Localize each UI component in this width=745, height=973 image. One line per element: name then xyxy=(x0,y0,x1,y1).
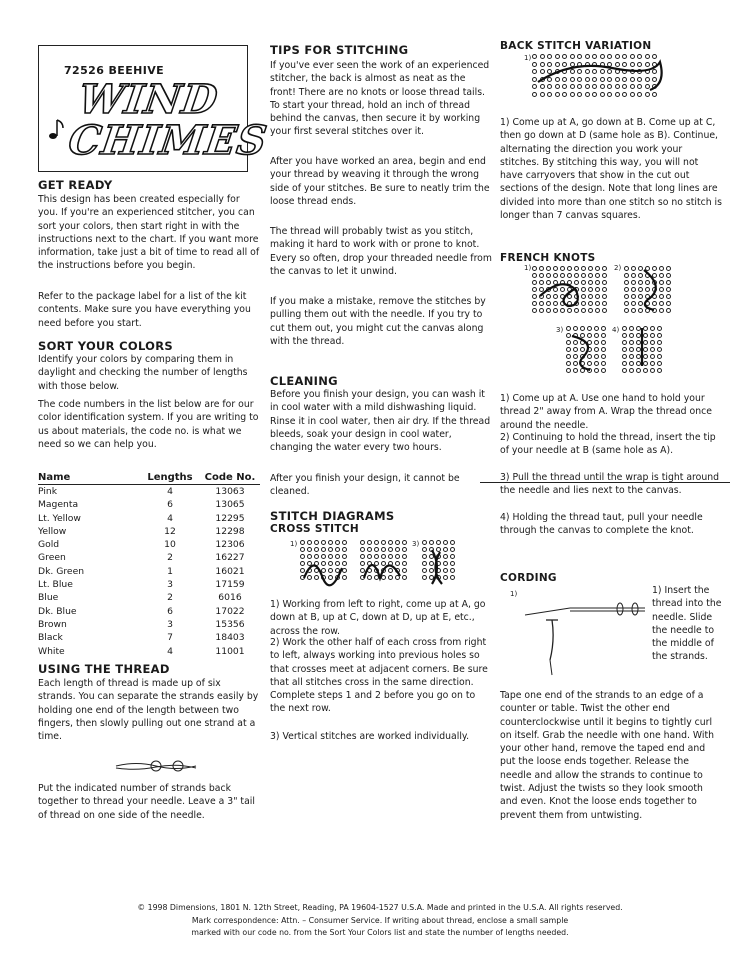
tips-p3: The thread will probably twist as you stitch, making it hard to work with or prone to knot. Every so often, drop your threaded needle from the canvas to let it unwind. xyxy=(270,226,492,277)
cleaning-p1: Before you finish your design, you can wash it in cool water with a mild dishwashing liquid. Rinse it in cool water, then air dry. If the thread bleeds, soak your design in cool water, changing the water every two hours. xyxy=(270,389,491,454)
color-code: 12295 xyxy=(215,512,245,524)
cording-p1a: 1) Insert the thread into the needle. Slide the needle to the middle of the strands. xyxy=(652,585,722,663)
sort-colors-p1: Identify your colors by comparing them in daylight and checking the number of lengths with those below. xyxy=(38,354,248,392)
color-code: 16227 xyxy=(215,552,245,564)
tips-p1: If you've ever seen the work of an experienced stitcher, the back is almost as neat as the front! There are no knots or loose thread tails. To start your thread, hold an inch of thread behind the canvas, then secure it by working your first several stitches over it. xyxy=(270,60,490,138)
footer-line2: Mark correspondence: Attn. – Consumer Service. If writing about thread, enclose a small sample xyxy=(191,915,569,925)
french-knot-label-4: 4) xyxy=(612,326,620,334)
color-lengths: 4 xyxy=(167,486,173,497)
using-thread-heading: USING THE THREAD xyxy=(38,662,170,676)
color-name: Green xyxy=(38,552,66,564)
sort-colors-heading: SORT YOUR COLORS xyxy=(38,339,173,353)
color-lengths: 2 xyxy=(167,592,173,604)
color-code: 6016 xyxy=(218,592,242,604)
color-code: 13065 xyxy=(215,499,245,511)
cross-stitch-p1: 1) Working from left to right, come up at A, go down at B, up at C, down at D, up at E, etc., across the row. xyxy=(270,599,486,637)
footer-line3: marked with our code no. from the Sort Your Colors list and state the number of lengths needed. xyxy=(191,928,569,937)
color-name: Black xyxy=(38,632,63,644)
table-row xyxy=(38,525,260,538)
cross-stitch-label-3: 3) xyxy=(412,540,420,548)
color-table-header xyxy=(38,470,260,485)
table-row xyxy=(38,578,260,591)
color-name: Magenta xyxy=(38,499,79,511)
cleaning-p2: After you finish your design, it cannot be cleaned. xyxy=(270,473,460,498)
color-table xyxy=(38,470,260,658)
color-name: Yellow xyxy=(38,525,67,537)
color-lengths: 3 xyxy=(167,618,173,630)
color-name: Gold xyxy=(38,539,60,551)
color-name: Pink xyxy=(38,486,58,497)
logo-title-line2: CHIMES xyxy=(65,117,271,164)
color-code: 18403 xyxy=(215,632,245,644)
using-thread-p2: Put the indicated number of strands back together to thread your needle. Leave a 3" tail of thread on one side of the needle. xyxy=(38,783,255,821)
french-knot-thread-2 xyxy=(624,266,674,316)
cording-figure-label: 1) xyxy=(510,590,518,598)
thread-strands-illustration xyxy=(116,755,196,777)
color-code: 17022 xyxy=(215,605,245,617)
logo-box xyxy=(38,45,271,172)
color-lengths: 4 xyxy=(167,512,173,524)
cleaning-heading: CLEANING xyxy=(270,374,338,388)
table-row xyxy=(38,618,260,631)
table-row xyxy=(38,631,260,644)
cording-illustration xyxy=(510,590,650,680)
color-name: White xyxy=(38,645,65,657)
back-stitch-diagram xyxy=(524,54,672,106)
back-stitch-label: 1) xyxy=(524,54,532,62)
cross-stitch-p3: 3) Vertical stitches are worked individually. xyxy=(270,731,470,742)
col-code: Code No. xyxy=(200,470,260,485)
color-name: Lt. Yellow xyxy=(38,512,81,524)
color-lengths: 4 xyxy=(167,645,173,657)
table-row xyxy=(38,605,260,618)
color-code: 17159 xyxy=(215,579,245,591)
cross-stitch-subheading: CROSS STITCH xyxy=(270,523,359,535)
french-knots-p2: 2) Continuing to hold the thread, insert the tip of your needle at B (same hole as A). xyxy=(500,432,716,457)
cording-p1b: Tape one end of the strands to an edge of a counter or table. Twist the other end counterclockwise until it begins to tightly curl on itself. Grab the needle with one hand. With your other hand, remove the taped end and put the loose ends together. Release the needle and allow the strands to continue to twist. Adjust the twists so they look smooth and even. Knot the loose ends together to prevent them from untwisting. xyxy=(500,690,715,821)
back-stitch-heading: BACK STITCH VARIATION xyxy=(500,40,652,52)
tips-heading: TIPS FOR STITCHING xyxy=(270,43,409,57)
tips-p2: After you have worked an area, begin and end your thread by weaving it through the wrong side of your stitches. Be sure to neatly trim the loose thread ends. xyxy=(270,156,490,207)
stitch-diagrams-heading: STITCH DIAGRAMS xyxy=(270,509,395,523)
color-code: 11001 xyxy=(215,645,245,657)
french-knot-label-3: 3) xyxy=(556,326,564,334)
tips-p4: If you make a mistake, remove the stitches by pulling them out with the needle. If you try to cut them out, you might cut the canvas along with the thread. xyxy=(270,296,486,347)
sort-colors-p2: The code numbers in the list below are for our color identification system. If you are writing to us about materials, the code no. is what we need so we can help you. xyxy=(38,399,259,450)
french-knot-label-1: 1) xyxy=(524,264,532,272)
french-knot-thread-4 xyxy=(622,326,666,376)
table-row xyxy=(38,512,260,525)
back-stitch-p1: 1) Come up at A, go down at B. Come up at C, then go down at D (same hole as B). Continue, alternating the direction you work your stitches. By stitching this way, you will not have carryovers that show in the cut out sections of the design. Note that long lines are divided into more than one stitch so no stitch is longer than 7 canvas squares. xyxy=(500,117,722,222)
color-lengths: 12 xyxy=(164,525,176,537)
cross-stitch-p2: 2) Work the other half of each cross from right to left, always working into previous holes so that crosses meet at adjacent corners. Be sure that all stitches cross in the same direction. Complete steps 1 and 2 before you go on to the next row. xyxy=(270,637,488,715)
music-note-icon xyxy=(47,116,67,142)
cording-heading: CORDING xyxy=(500,572,557,584)
col-lengths: Lengths xyxy=(140,470,200,485)
color-lengths: 6 xyxy=(167,605,173,617)
table-row xyxy=(38,591,260,604)
color-name: Brown xyxy=(38,618,67,630)
get-ready-p1: This design has been created especially for you. If you're an experienced stitcher, you can sort your colors, then start right in with the instructions next to the chart. If you want more information, take just a bit of time to read all of the instructions before you begin. xyxy=(38,194,260,272)
color-lengths: 1 xyxy=(167,565,173,577)
french-knots-p3: 3) Pull the thread until the wrap is tight around the needle and lies next to the canvas. xyxy=(500,472,720,497)
french-knot-label-2: 2) xyxy=(614,264,622,272)
back-stitch-thread xyxy=(532,54,672,104)
color-name: Dk. Blue xyxy=(38,605,77,617)
color-code: 12306 xyxy=(215,539,245,551)
table-row xyxy=(38,485,260,499)
color-name: Dk. Green xyxy=(38,565,85,577)
color-lengths: 7 xyxy=(167,632,173,644)
using-thread-p1: Each length of thread is made up of six strands. You can separate the strands easily by holding one end of the length between two fingers, then slowly pulling out one strand at a time. xyxy=(38,678,259,743)
french-knot-thread-1 xyxy=(532,266,612,316)
kit-code: 72526 BEEHIVE xyxy=(64,64,165,77)
get-ready-p2: Refer to the package label for a list of the kit contents. Make sure you have everything you need before you start. xyxy=(38,291,251,329)
cross-stitch-thread-3 xyxy=(422,548,462,588)
table-row xyxy=(38,551,260,564)
footer xyxy=(100,902,660,940)
color-code: 15356 xyxy=(215,618,245,630)
cross-stitch-label-1: 1) xyxy=(290,540,298,548)
french-knots-heading: FRENCH KNOTS xyxy=(500,252,596,264)
cross-stitch-thread-2 xyxy=(360,548,410,588)
logo-title-line1: WIND xyxy=(75,76,222,123)
footer-line1: © 1998 Dimensions, 1801 N. 12th Street, Reading, PA 19604-1527 U.S.A. Made and printed in the U.S.A. All rights reserved. xyxy=(137,903,623,912)
color-code: 16021 xyxy=(215,565,245,577)
get-ready-heading: GET READY xyxy=(38,178,113,192)
color-lengths: 2 xyxy=(167,552,173,564)
color-lengths: 6 xyxy=(167,499,173,511)
color-code: 12298 xyxy=(215,525,245,537)
cross-stitch-diagrams xyxy=(290,538,490,598)
table-row xyxy=(38,498,260,511)
color-name: Blue xyxy=(38,592,59,604)
cross-stitch-thread-1 xyxy=(300,548,350,588)
french-knots-p1: 1) Come up at A. Use one hand to hold your thread 2" away from A. Wrap the thread once around the needle. xyxy=(500,393,712,431)
col-name: Name xyxy=(38,470,140,485)
french-knots-p4: 4) Holding the thread taut, pull your needle through the canvas to complete the knot. xyxy=(500,512,703,537)
french-knot-thread-3 xyxy=(566,326,610,376)
table-row xyxy=(38,645,260,658)
table-row xyxy=(38,565,260,578)
french-knots-diagrams xyxy=(524,264,702,384)
color-code: 13063 xyxy=(215,486,245,497)
table-row xyxy=(38,538,260,551)
color-lengths: 3 xyxy=(167,579,173,591)
color-name: Lt. Blue xyxy=(38,579,73,591)
color-lengths: 10 xyxy=(164,539,176,551)
